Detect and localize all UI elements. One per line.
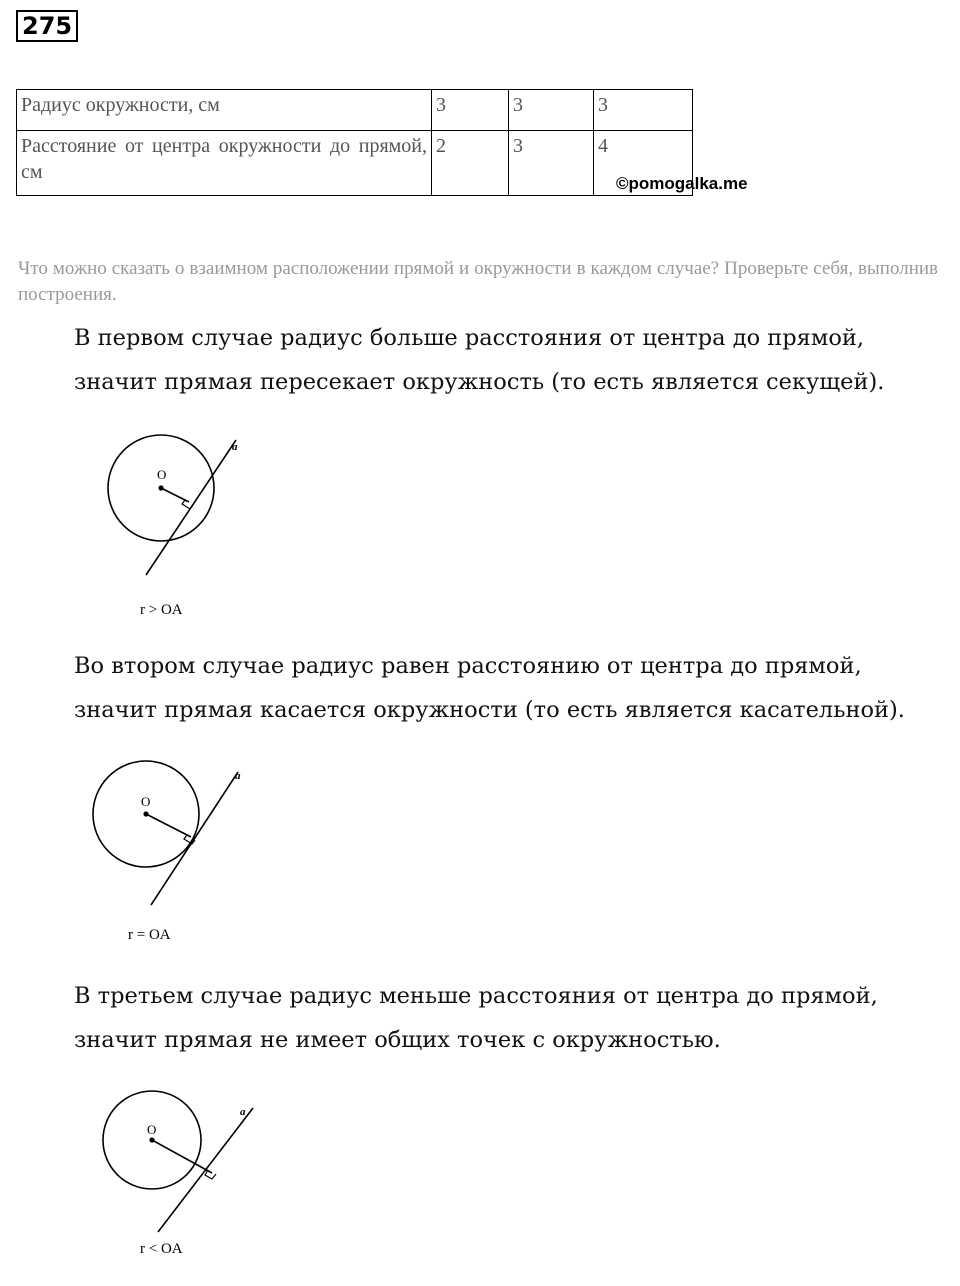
- radius-segment: [152, 1140, 212, 1173]
- table-row-radius: [17, 90, 693, 131]
- problem-number: 275: [16, 10, 78, 42]
- center-point: [149, 1137, 154, 1142]
- answer-line: значит прямая пересекает окружность (то есть является секущей).: [74, 369, 885, 395]
- answer-line: значит прямая не имеет общих точек с окружностью.: [74, 1027, 721, 1053]
- table-label-radius: Радиус окружности, см: [17, 90, 432, 131]
- diagram-secant: [0, 430, 300, 630]
- center-label: O: [147, 1122, 157, 1137]
- data-table: [16, 89, 693, 196]
- line-label: a: [240, 1106, 246, 1118]
- center-point: [143, 811, 148, 816]
- answer-case-1: [74, 316, 954, 404]
- diagram-caption: r = OA: [128, 927, 171, 943]
- diagram-no-intersection: [0, 1090, 300, 1280]
- center-label: O: [157, 467, 167, 482]
- table-cell: 2: [432, 131, 509, 196]
- diagram-tangent: [0, 760, 300, 950]
- answer-line: Во втором случае радиус равен расстоянию от центра до прямой,: [74, 653, 862, 679]
- radius-segment: [146, 814, 191, 837]
- question-text: Что можно сказать о взаимном расположении прямой и окружности в каждом случае? Проверьте себя, выполнив построения.: [18, 258, 938, 305]
- table-cell: 4: [594, 131, 693, 196]
- answer-line: В первом случае радиус больше расстояния от центра до прямой,: [74, 325, 865, 351]
- answer-line: В третьем случае радиус меньше расстояния от центра до прямой,: [74, 983, 878, 1009]
- table-cell: 3: [594, 90, 693, 131]
- table-row-distance: [17, 131, 693, 196]
- center-label: O: [141, 794, 151, 809]
- table-cell: 3: [509, 131, 594, 196]
- answer-case-2: [74, 644, 954, 732]
- table-label-distance: Расстояние от центра окружности до прямой, см: [17, 131, 432, 196]
- table-cell: 3: [509, 90, 594, 131]
- answer-line: значит прямая касается окружности (то есть является касательной).: [74, 697, 905, 723]
- diagram-caption: r < OA: [140, 1241, 183, 1257]
- watermark: ©pomogalka.me: [616, 174, 748, 193]
- answer-case-3: [74, 974, 954, 1062]
- line-label: a: [232, 441, 238, 453]
- center-point: [158, 485, 163, 490]
- line-label: a: [235, 770, 241, 782]
- table-cell: 3: [432, 90, 509, 131]
- diagram-caption: r > OA: [140, 602, 183, 618]
